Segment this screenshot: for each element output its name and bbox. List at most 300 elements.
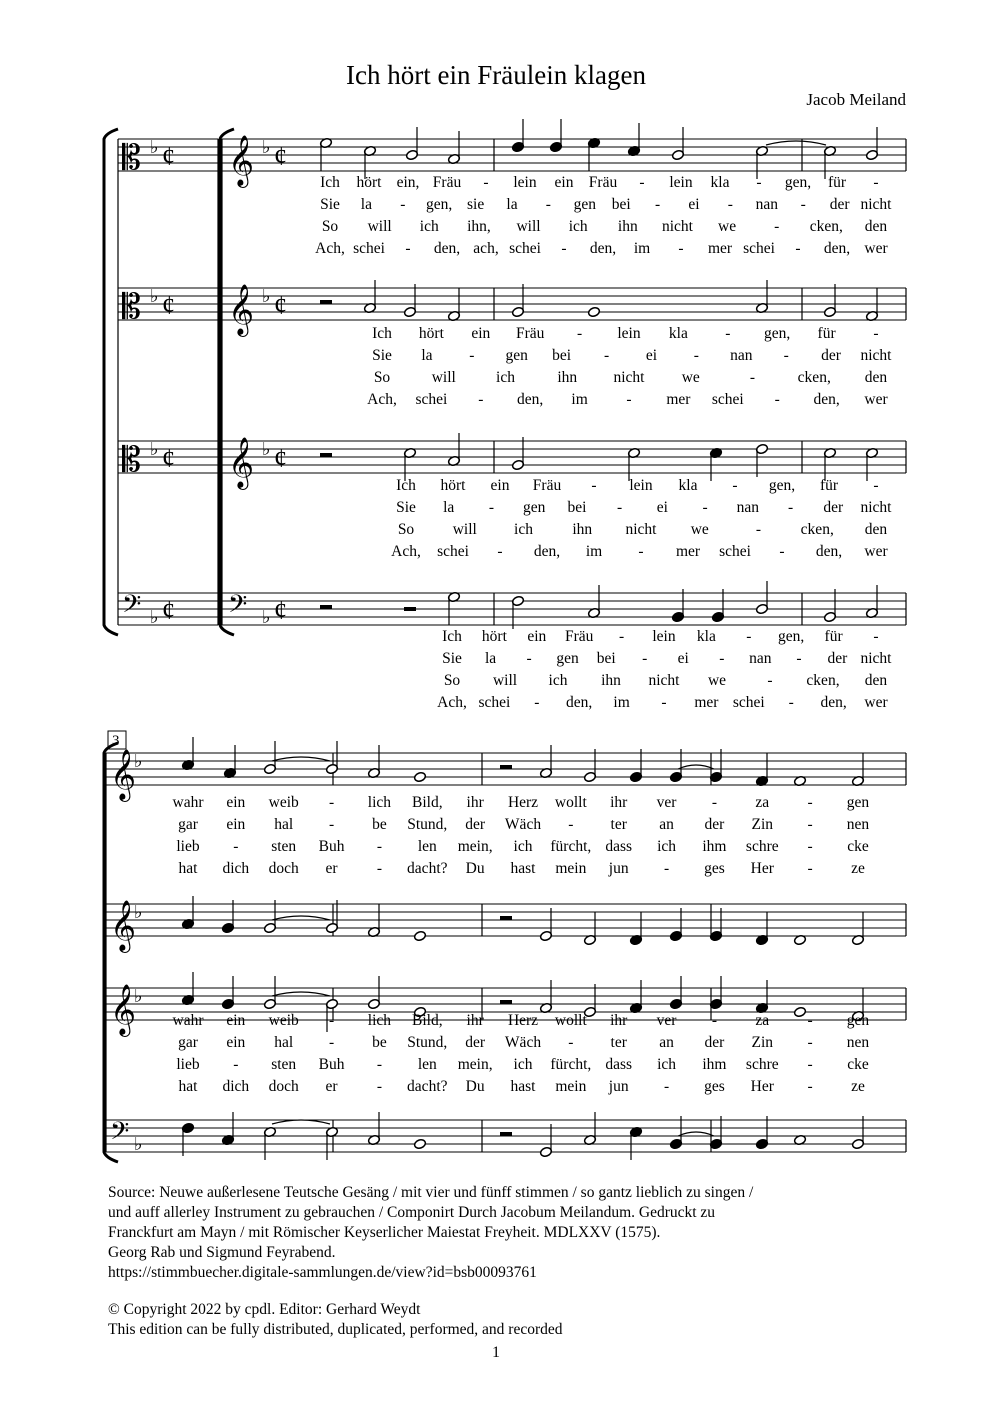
source-note	[108, 1183, 753, 1283]
note	[413, 1138, 426, 1149]
note	[629, 749, 642, 783]
lyric-syllable: ein	[471, 325, 491, 342]
lyric-syllable: im	[613, 694, 630, 711]
lyric-syllable: bei	[611, 196, 631, 213]
lyric-syllable: we	[707, 672, 727, 689]
lyric-syllable: kla	[668, 325, 688, 342]
lyric-syllable: -	[749, 369, 756, 386]
lyric-syllable: für	[817, 325, 836, 342]
lyric-syllable: ein	[226, 816, 246, 833]
lyric-syllable: -	[534, 694, 540, 711]
lyric-syllable: ich	[657, 838, 677, 855]
note	[755, 912, 768, 946]
lyric-syllable: So	[321, 218, 339, 235]
lyric-syllable: ein	[490, 477, 510, 494]
note	[627, 447, 640, 481]
lyric-syllable: -	[693, 347, 699, 364]
lyric-syllable: we	[718, 218, 737, 235]
lyric-syllable: gen,	[426, 196, 453, 213]
lyric-syllable: gen,	[764, 325, 791, 342]
note	[755, 1116, 768, 1150]
lyric-syllable: -	[755, 521, 762, 538]
lyric-syllable: schei	[478, 694, 511, 711]
lyric-syllable: im	[571, 391, 588, 408]
lyric-syllable: ihn	[572, 521, 593, 538]
note	[583, 912, 596, 946]
note	[403, 447, 416, 481]
note	[511, 595, 524, 629]
c-clef-icon: 𝄡	[122, 138, 141, 178]
note	[325, 741, 338, 775]
tenor-lyric-s1-line-1	[0, 477, 992, 497]
note	[511, 284, 524, 318]
note	[823, 284, 836, 318]
note	[549, 119, 562, 153]
lyric-syllable: lein	[669, 174, 693, 191]
note	[851, 1116, 864, 1150]
lyric-syllable: -	[746, 628, 752, 645]
note	[627, 123, 640, 157]
altus-lyric-s1-line-1	[0, 325, 992, 345]
lyric-syllable: schei	[711, 391, 744, 408]
note	[629, 912, 642, 946]
treble-clef-icon: 𝄞	[110, 984, 137, 1035]
note	[263, 900, 276, 934]
lyric-syllable: -	[233, 838, 239, 855]
lyric-syllable: -	[807, 1034, 813, 1051]
lyric-syllable: mein,	[457, 838, 493, 855]
lyric-syllable: Ich	[442, 628, 462, 645]
treble-clef-icon: 𝄞	[228, 135, 255, 186]
flat-icon: ♭	[134, 1134, 143, 1155]
lyric-syllable: -	[617, 499, 623, 516]
note	[755, 443, 768, 477]
altus-lyric-s1-line-4	[0, 391, 992, 411]
note	[587, 585, 600, 619]
lyric-syllable: mer	[707, 240, 733, 257]
flat-icon: ♭	[150, 137, 159, 158]
lyric-syllable: schei	[415, 391, 448, 408]
lyric-syllable: -	[469, 347, 475, 364]
lyric-syllable: will	[367, 218, 392, 235]
lyric-syllable: Ich	[396, 477, 416, 494]
note	[221, 900, 234, 934]
lyric-syllable: wer	[864, 240, 888, 257]
lyric-syllable: bei	[552, 347, 572, 364]
lyric-syllable: -	[711, 794, 718, 811]
lyric-syllable: len	[417, 838, 437, 855]
note	[755, 581, 768, 615]
lyric-syllable: kla	[696, 628, 716, 645]
note	[319, 137, 332, 171]
lyric-syllable: wollt	[554, 794, 587, 811]
lyric-syllable: So	[443, 672, 461, 689]
flat-icon: ♭	[134, 986, 143, 1007]
lyric-syllable: dass	[605, 838, 633, 855]
lyric-syllable: gar	[178, 816, 198, 833]
lyric-syllable: ges	[704, 1078, 725, 1095]
tenor-lyric-s2-line-2	[0, 1034, 992, 1054]
lyric-syllable: für	[819, 477, 839, 494]
lyric-syllable: wollt	[554, 1012, 587, 1029]
lyric-syllable: ich	[496, 369, 515, 386]
tenor-lyric-s2-line-3	[0, 1056, 992, 1076]
lyric-syllable: cken,	[800, 521, 834, 538]
lyric-syllable: -	[561, 240, 567, 257]
note	[755, 280, 768, 314]
lyric-syllable: ein,	[396, 174, 420, 191]
lyric-syllable: -	[719, 650, 725, 667]
lyric-syllable: Herz	[507, 1012, 539, 1029]
lyric-syllable: ich	[513, 838, 533, 855]
note	[263, 1126, 276, 1160]
lyric-syllable: -	[568, 816, 574, 833]
flat-icon: ♭	[134, 751, 143, 772]
lyric-syllable: nan	[736, 499, 760, 516]
lyric-syllable: Sie	[320, 196, 340, 213]
lyric-syllable: hal	[274, 1034, 294, 1051]
lyric-syllable: den,	[815, 543, 843, 560]
lyric-syllable: -	[873, 174, 879, 191]
lyric-syllable: fürcht,	[550, 1056, 592, 1073]
lyric-syllable: -	[400, 196, 406, 213]
lyric-syllable: gen	[846, 1012, 870, 1029]
lyric-syllable: bei	[596, 650, 616, 667]
lyric-syllable: -	[807, 794, 813, 811]
note	[405, 127, 418, 161]
lyric-syllable: nicht	[661, 218, 693, 235]
note	[583, 1112, 596, 1146]
lyric-syllable: der	[465, 1034, 486, 1051]
note	[865, 127, 878, 161]
lyric-syllable: weib	[268, 794, 299, 811]
lyric-syllable: Zin	[751, 1034, 774, 1051]
lyric-syllable: den	[864, 672, 888, 689]
lyric-syllable: Fräu	[515, 325, 545, 342]
note	[539, 1124, 552, 1158]
lyric-syllable: Wäch	[504, 816, 542, 833]
lyric-syllable: gen	[505, 347, 528, 364]
lyric-syllable: Ich	[320, 174, 340, 191]
treble-clef-icon: 𝄞	[228, 284, 255, 335]
lyric-syllable: Stund,	[407, 816, 448, 833]
lyric-syllable: schei	[719, 543, 751, 560]
rest	[500, 1000, 512, 1004]
lyric-syllable: den,	[533, 543, 561, 560]
lyric-syllable: gen	[522, 499, 546, 516]
lyric-syllable: -	[774, 218, 780, 235]
tie	[272, 1120, 330, 1124]
treble-clef-icon: 𝄞	[228, 437, 255, 488]
lyric-syllable: ein	[226, 1034, 246, 1051]
flat-icon: ♭	[262, 607, 271, 628]
lyric-syllable: hast	[510, 1078, 536, 1095]
lyric-syllable: -	[873, 477, 879, 494]
lyric-syllable: -	[663, 860, 670, 877]
note	[587, 306, 600, 317]
lyric-syllable: be	[372, 816, 387, 833]
lyric-syllable: mer	[694, 694, 719, 711]
note	[181, 737, 194, 771]
lyric-syllable: der	[829, 196, 850, 213]
lyric-syllable: nicht	[860, 347, 892, 364]
bassus-lyric-s1-line-1	[0, 628, 992, 648]
lyric-syllable: -	[619, 628, 625, 645]
note	[447, 433, 460, 467]
lyric-syllable: ach,	[473, 240, 499, 257]
flat-icon: ♭	[150, 607, 159, 628]
lyric-syllable: im	[633, 240, 651, 257]
lyric-syllable: -	[577, 325, 583, 342]
lyric-syllable: za	[755, 794, 770, 811]
lyric-syllable: den	[864, 521, 888, 538]
note	[823, 589, 836, 623]
cut-time-icon: ¢	[162, 291, 175, 320]
lyric-syllable: nicht	[613, 369, 645, 386]
lyric-syllable: schei	[509, 240, 541, 257]
lyric-syllable: we	[690, 521, 709, 538]
lyric-syllable: mer	[675, 543, 701, 560]
lyric-syllable: schei	[353, 240, 385, 257]
lyric-syllable: hört	[440, 477, 466, 494]
lyric-syllable: -	[873, 628, 879, 645]
lyric-syllable: la	[443, 499, 455, 516]
note	[851, 753, 864, 787]
lyric-syllable: -	[756, 174, 762, 191]
lyric-syllable: im	[585, 543, 603, 560]
lyric-syllable: wahr	[172, 1012, 204, 1029]
note	[511, 119, 524, 153]
note	[367, 745, 380, 779]
lyric-syllable: -	[328, 1012, 335, 1029]
lyric-syllable: ihn	[601, 672, 621, 689]
lyric-syllable: den	[864, 218, 888, 235]
note	[865, 447, 878, 481]
lyric-syllable: Fräu	[532, 477, 562, 494]
note	[539, 908, 552, 942]
lyric-syllable: len	[417, 1056, 437, 1073]
cantus-lyric-s1-line-1	[0, 174, 992, 194]
lyric-syllable: dacht?	[407, 860, 448, 877]
lyric-syllable: den,	[589, 240, 617, 257]
note	[325, 1126, 338, 1160]
lyric-syllable: -	[678, 240, 684, 257]
lyric-syllable: hat	[178, 1078, 198, 1095]
lyric-syllable: -	[545, 196, 551, 213]
lyric-syllable: ihm	[702, 1056, 727, 1073]
lyric-syllable: ihn	[557, 369, 578, 386]
lyric-syllable: nen	[846, 816, 870, 833]
lyric-syllable: gen,	[768, 477, 796, 494]
lyric-syllable: doch	[268, 860, 299, 877]
flat-icon: ♭	[262, 137, 271, 158]
bassus-lyric-s1-line-2	[0, 650, 992, 670]
cut-time-icon: ¢	[162, 596, 175, 625]
lyric-syllable: schre	[745, 838, 779, 855]
lyric-syllable: -	[591, 477, 597, 494]
lyric-syllable: za	[755, 1012, 770, 1029]
lyric-syllable: Fräu	[588, 174, 618, 191]
lyric-syllable: -	[655, 196, 661, 213]
lyric-syllable: ihm	[702, 838, 727, 855]
cut-time-icon: ¢	[162, 142, 175, 171]
flat-icon: ♭	[150, 286, 159, 307]
note	[671, 127, 684, 161]
lyric-syllable: Bild,	[411, 1012, 443, 1029]
lyric-syllable: -	[725, 325, 731, 342]
lyric-syllable: -	[663, 1078, 670, 1095]
lyric-syllable: be	[372, 1034, 387, 1051]
lyric-syllable: -	[795, 240, 801, 257]
lyric-syllable: ter	[610, 816, 627, 833]
altus-lyric-s1-line-3	[0, 369, 992, 389]
lyric-syllable: So	[397, 521, 415, 538]
lyric-syllable: doch	[268, 1078, 299, 1095]
lyric-syllable: Ach,	[437, 694, 467, 711]
lyric-syllable: Sie	[396, 499, 416, 516]
lyric-syllable: -	[483, 174, 489, 191]
lyric-syllable: nan	[755, 196, 778, 213]
tie	[272, 992, 330, 996]
lyric-syllable: la	[360, 196, 372, 213]
lyric-syllable: -	[478, 391, 484, 408]
composer-name: Jacob Meiland	[806, 90, 906, 109]
note	[447, 131, 460, 165]
lyric-syllable: lein	[652, 628, 676, 645]
lyric-syllable: dacht?	[407, 1078, 448, 1095]
note	[363, 280, 376, 314]
lyric-syllable: hört	[418, 325, 444, 342]
note	[671, 589, 684, 623]
lyric-syllable: ges	[704, 860, 725, 877]
lyric-syllable: an	[659, 816, 674, 833]
lyric-syllable: So	[373, 369, 391, 386]
lyric-syllable: ter	[610, 1034, 627, 1051]
lyric-syllable: bei	[567, 499, 587, 516]
lyric-syllable: -	[526, 650, 532, 667]
lyric-syllable: mer	[666, 391, 691, 408]
lyric-syllable: mein	[555, 1078, 587, 1095]
lyric-syllable: ihr	[610, 1012, 628, 1029]
rest	[500, 1132, 512, 1136]
cut-time-icon: ¢	[274, 291, 287, 320]
tie	[678, 1132, 714, 1136]
lyric-syllable: Buh	[318, 838, 345, 855]
bass-clef-icon: 𝄢	[122, 590, 142, 625]
lyric-syllable: -	[783, 347, 789, 364]
cut-time-icon: ¢	[274, 444, 287, 473]
lyric-syllable: la	[484, 650, 497, 667]
lyric-syllable: gen,	[784, 174, 812, 191]
lyric-syllable: der	[827, 650, 848, 667]
lyric-syllable: den,	[823, 240, 851, 257]
lyric-syllable: Ach,	[367, 391, 397, 408]
lyric-syllable: hört	[481, 628, 507, 645]
lyric-syllable: ich	[568, 218, 588, 235]
lyric-syllable: -	[807, 1056, 813, 1073]
lyric-syllable: -	[702, 499, 708, 516]
c-clef-icon: 𝄡	[122, 287, 141, 327]
note	[223, 745, 236, 779]
lyric-syllable: cken,	[806, 672, 840, 689]
lyric-syllable: hat	[178, 860, 198, 877]
lyric-syllable: mein	[555, 860, 587, 877]
note	[823, 447, 836, 481]
cantus-lyric-s2-line-1	[0, 794, 992, 814]
lyric-syllable: gen	[573, 196, 596, 213]
note	[539, 745, 552, 779]
lyric-syllable: -	[233, 1056, 239, 1073]
lyric-syllable: -	[642, 650, 648, 667]
lyric-syllable: la	[421, 347, 433, 364]
cut-time-icon: ¢	[162, 444, 175, 473]
lyric-syllable: schre	[745, 1056, 779, 1073]
rest	[500, 916, 512, 920]
tie	[678, 765, 714, 769]
lyric-syllable: -	[568, 1034, 574, 1051]
lyric-syllable: sie	[466, 196, 485, 213]
rest	[320, 300, 332, 304]
lyric-syllable: ein	[226, 1012, 246, 1029]
lyric-syllable: -	[788, 694, 794, 711]
bass-clef-icon: 𝄢	[228, 590, 248, 625]
lyric-syllable: gen	[846, 794, 870, 811]
lyric-syllable: cke	[847, 1056, 869, 1073]
lyric-syllable: lein	[513, 174, 537, 191]
lyric-syllable: den,	[433, 240, 461, 257]
tenor-lyric-s2-line-1	[0, 1012, 992, 1032]
lyric-syllable: gen,	[778, 628, 805, 645]
lyric-syllable: der	[704, 816, 725, 833]
note	[669, 749, 682, 783]
lyric-syllable: jun	[608, 860, 629, 877]
lyric-syllable: lieb	[176, 1056, 200, 1073]
note	[181, 1122, 194, 1156]
lyric-syllable: Herz	[507, 794, 539, 811]
note	[221, 1112, 234, 1146]
lyric-syllable: -	[732, 477, 738, 494]
lyric-syllable: wahr	[172, 794, 204, 811]
lyric-syllable: -	[376, 1056, 383, 1073]
cantus-lyric-s1-line-3	[0, 218, 992, 238]
lyric-syllable: den,	[813, 391, 840, 408]
rest	[320, 453, 332, 457]
lyric-syllable: ich	[514, 521, 533, 538]
lyric-syllable: will	[452, 521, 477, 538]
copyright-note	[108, 1300, 563, 1340]
lyric-syllable: -	[603, 347, 610, 364]
cantus-lyric-s1-line-4	[0, 240, 992, 260]
note	[865, 288, 878, 322]
page-number: 1	[492, 1344, 500, 1361]
tie	[272, 757, 330, 761]
note	[669, 1116, 682, 1150]
note	[181, 896, 194, 930]
flat-icon: ♭	[262, 439, 271, 460]
lyric-syllable: Zin	[751, 816, 774, 833]
lyric-syllable: Ich	[372, 325, 392, 342]
note	[629, 1126, 642, 1160]
lyric-syllable: -	[661, 694, 667, 711]
lyric-syllable: hast	[510, 860, 536, 877]
lyric-syllable: lieb	[176, 838, 200, 855]
lyric-syllable: dass	[605, 1056, 633, 1073]
lyric-syllable: ver	[656, 1012, 677, 1029]
lyric-syllable: -	[328, 1034, 335, 1051]
lyric-syllable: -	[488, 499, 495, 516]
bass-clef-icon: 𝄢	[110, 1117, 130, 1152]
lyric-syllable: cken,	[809, 218, 843, 235]
